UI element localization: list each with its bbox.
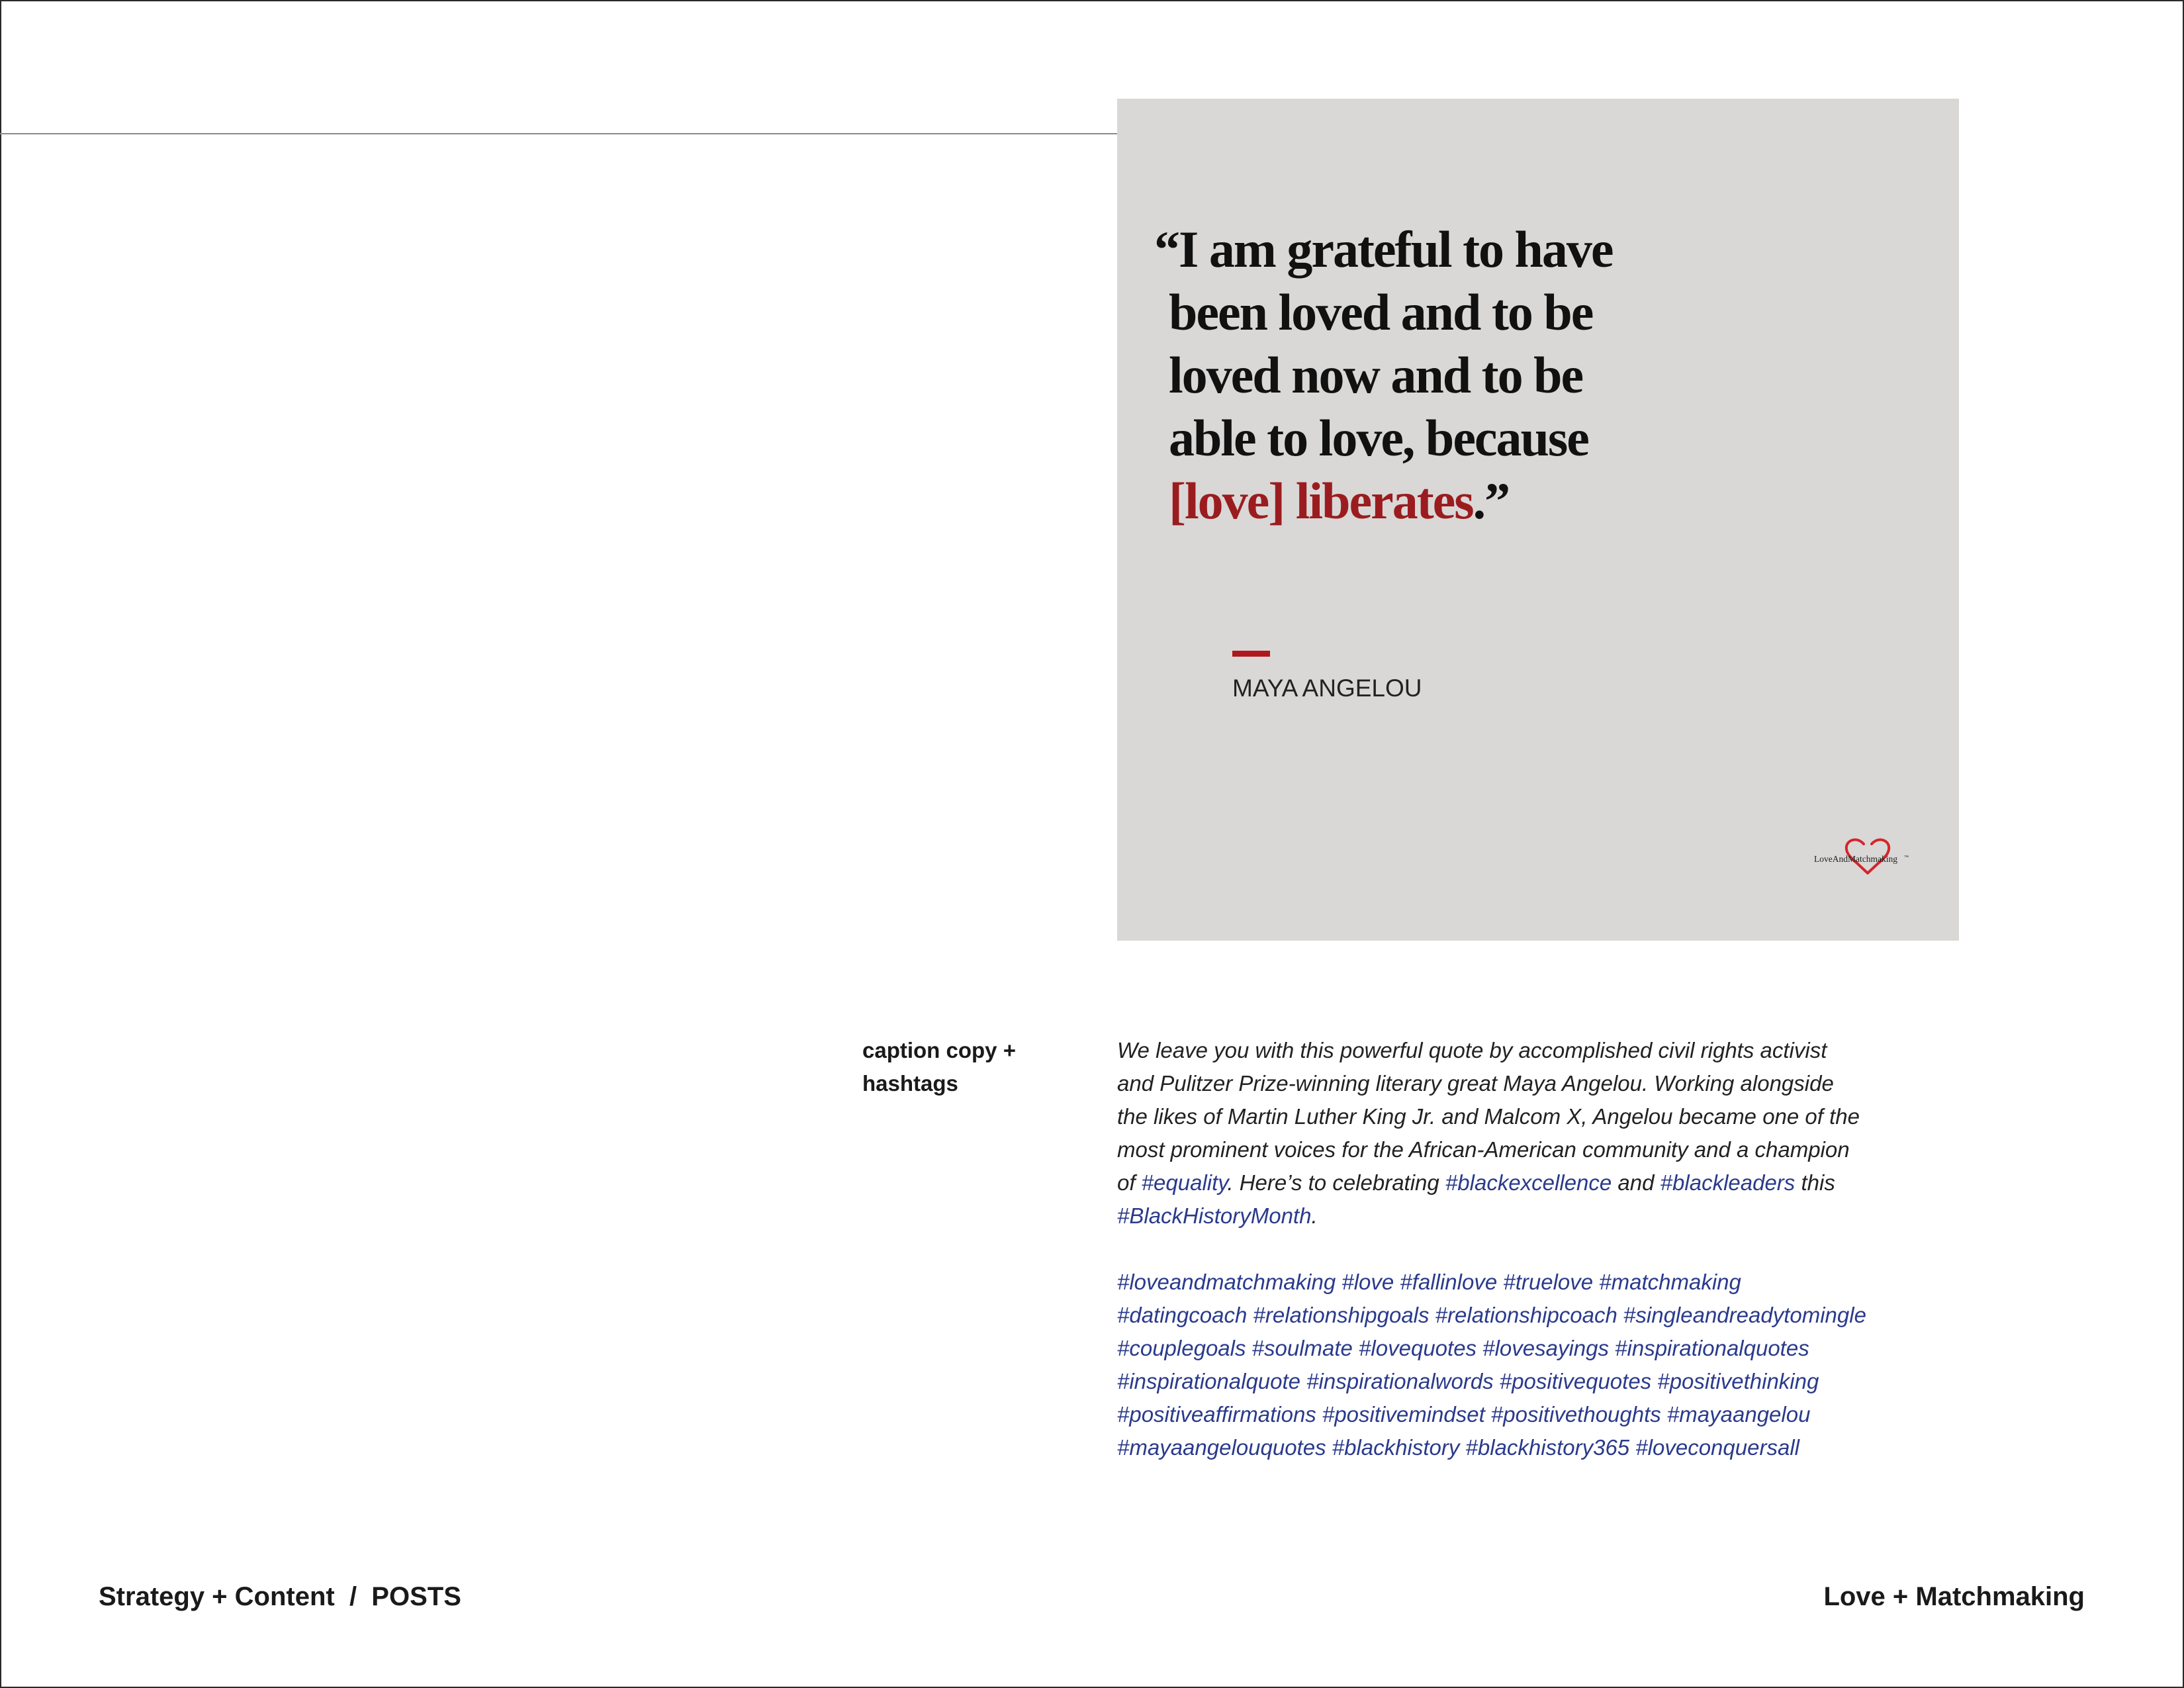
quote-line: “I am grateful to have — [1154, 220, 1613, 278]
caption-line — [1117, 1199, 1971, 1233]
logo-wordmark: LoveAndMatchmaking — [1814, 854, 1897, 864]
quote-line: loved now and to be — [1169, 346, 1583, 404]
caption-text: of — [1117, 1170, 1142, 1195]
hashtag-line[interactable]: #loveandmatchmaking #love #fallinlove #truelove #matchmaking — [1117, 1270, 1741, 1294]
hashtag-line[interactable]: #inspirationalquote #inspirationalwords #positivequotes #positivethinking — [1117, 1369, 1819, 1393]
hashtag-line[interactable]: #couplegoals #soulmate #lovequotes #lovesayings #inspirationalquotes — [1117, 1336, 1809, 1360]
quote-line: been loved and to be — [1169, 283, 1593, 341]
hashtag-link[interactable]: #blackexcellence — [1445, 1170, 1612, 1195]
top-divider-line — [0, 133, 1118, 134]
quote-closing: .” — [1473, 472, 1510, 530]
hashtag-link[interactable]: #blackleaders — [1660, 1170, 1796, 1195]
caption-text: . Here’s to celebrating — [1227, 1170, 1445, 1195]
caption-text: and — [1612, 1170, 1661, 1195]
hashtag-block — [1117, 1266, 1971, 1464]
quote-highlight: [love] liberates — [1169, 472, 1473, 530]
footer-brand: Love + Matchmaking — [1823, 1582, 2085, 1611]
hashtag-link[interactable]: #BlackHistoryMonth — [1117, 1203, 1312, 1228]
caption-text: . — [1311, 1203, 1318, 1228]
caption-copy — [1117, 1034, 1971, 1233]
caption-line: and Pulitzer Prize-winning literary great Maya Angelou. Working alongside — [1117, 1071, 1834, 1096]
caption-line: We leave you with this powerful quote by accomplished civil rights activist — [1117, 1038, 1827, 1062]
caption-line — [1117, 1166, 1971, 1199]
quote-last-line — [1154, 469, 1657, 532]
quote-attribution: MAYA ANGELOU — [1232, 675, 1422, 702]
caption-label: caption copy + hashtags — [862, 1038, 1016, 1096]
hashtag-line[interactable]: #mayaangelouquotes #blackhistory #blackhistory365 #loveconquersall — [1117, 1435, 1799, 1460]
caption-text: this — [1795, 1170, 1835, 1195]
caption-line: most prominent voices for the African-American community and a champion — [1117, 1137, 1850, 1162]
caption-line: the likes of Martin Luther King Jr. and Malcom X, Angelou became one of the — [1117, 1104, 1860, 1129]
quote-line: able to love, because — [1169, 409, 1588, 467]
logo-trademark: ™ — [1904, 855, 1909, 860]
quote-text — [1154, 218, 1657, 532]
hashtag-link[interactable]: #equality — [1141, 1170, 1228, 1195]
footer-section-title: Strategy + Content / POSTS — [99, 1582, 461, 1611]
hashtag-line[interactable]: #datingcoach #relationshipgoals #relationshipcoach #singleandreadytomingle — [1117, 1303, 1866, 1327]
attribution-dash — [1232, 651, 1270, 657]
hashtag-line[interactable]: #positiveaffirmations #positivemindset #positivethoughts #mayaangelou — [1117, 1402, 1811, 1427]
brand-logo — [1801, 835, 1914, 894]
instagram-post-preview — [1117, 99, 1959, 941]
